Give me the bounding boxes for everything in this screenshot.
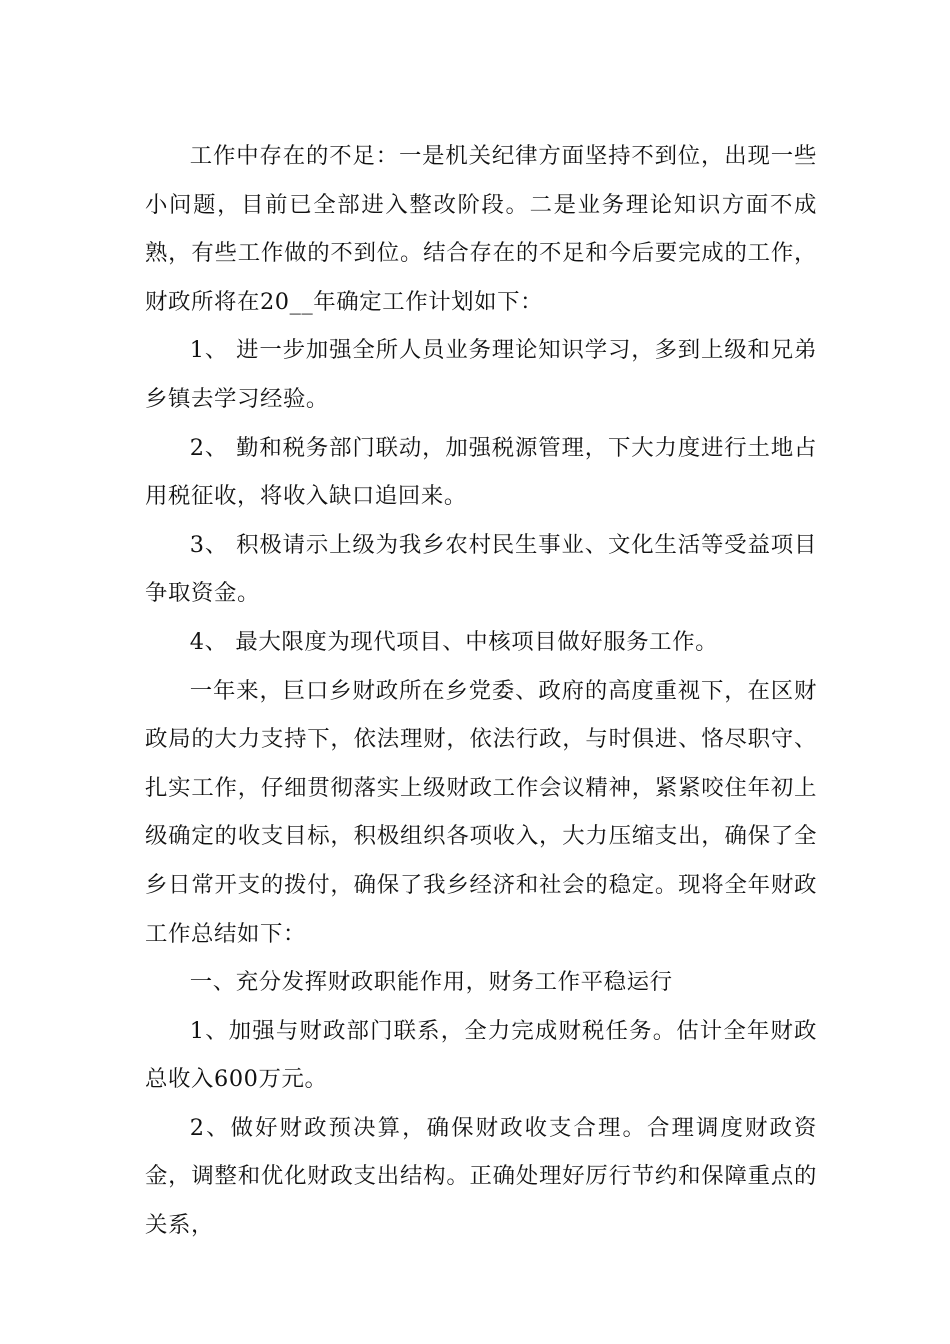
plan-item-3: 3、 积极请示上级为我乡农村民生事业、文化生活等受益项目争取资金。 bbox=[145, 531, 817, 607]
document-body bbox=[145, 132, 817, 1250]
paragraph-shortcomings: 工作中存在的不足：一是机关纪律方面坚持不到位，出现一些小问题，目前已全部进入整改阶段。二是业务理论知识方面不成熟，有些工作做的不到位。结合存在的不足和今后要完成的工作，财政所将在20__年确定工作计划如下： bbox=[145, 143, 817, 315]
plan-item-4: 4、 最大限度为现代项目、中核项目做好服务工作。 bbox=[189, 628, 719, 655]
section-1-item-2: 2、做好财政预决算，确保财政收支合理。合理调度财政资金，调整和优化财政支出结构。正确处理好厉行节约和保障重点的关系， bbox=[145, 1114, 817, 1239]
section-heading-1: 一、充分发挥财政职能作用，财务工作平稳运行 bbox=[189, 969, 673, 996]
plan-item-2: 2、 勤和税务部门联动，加强税源管理，下大力度进行土地占用税征收，将收入缺口追回来。 bbox=[145, 434, 817, 510]
paragraph-year-summary: 一年来，巨口乡财政所在乡党委、政府的高度重视下，在区财政局的大力支持下，依法理财，依法行政，与时俱进、恪尽职守、扎实工作，仔细贯彻落实上级财政工作会议精神，紧紧咬住年初上级确定的收支目标，积极组织各项收入，大力压缩支出，确保了全乡日常开支的拨付，确保了我乡经济和社会的稳定。现将全年财政工作总结如下： bbox=[145, 677, 817, 947]
plan-item-1: 1、 进一步加强全所人员业务理论知识学习，多到上级和兄弟乡镇去学习经验。 bbox=[145, 337, 817, 412]
section-1-item-1: 1、加强与财政部门联系，全力完成财税任务。估计全年财政总收入600万元。 bbox=[145, 1017, 817, 1093]
